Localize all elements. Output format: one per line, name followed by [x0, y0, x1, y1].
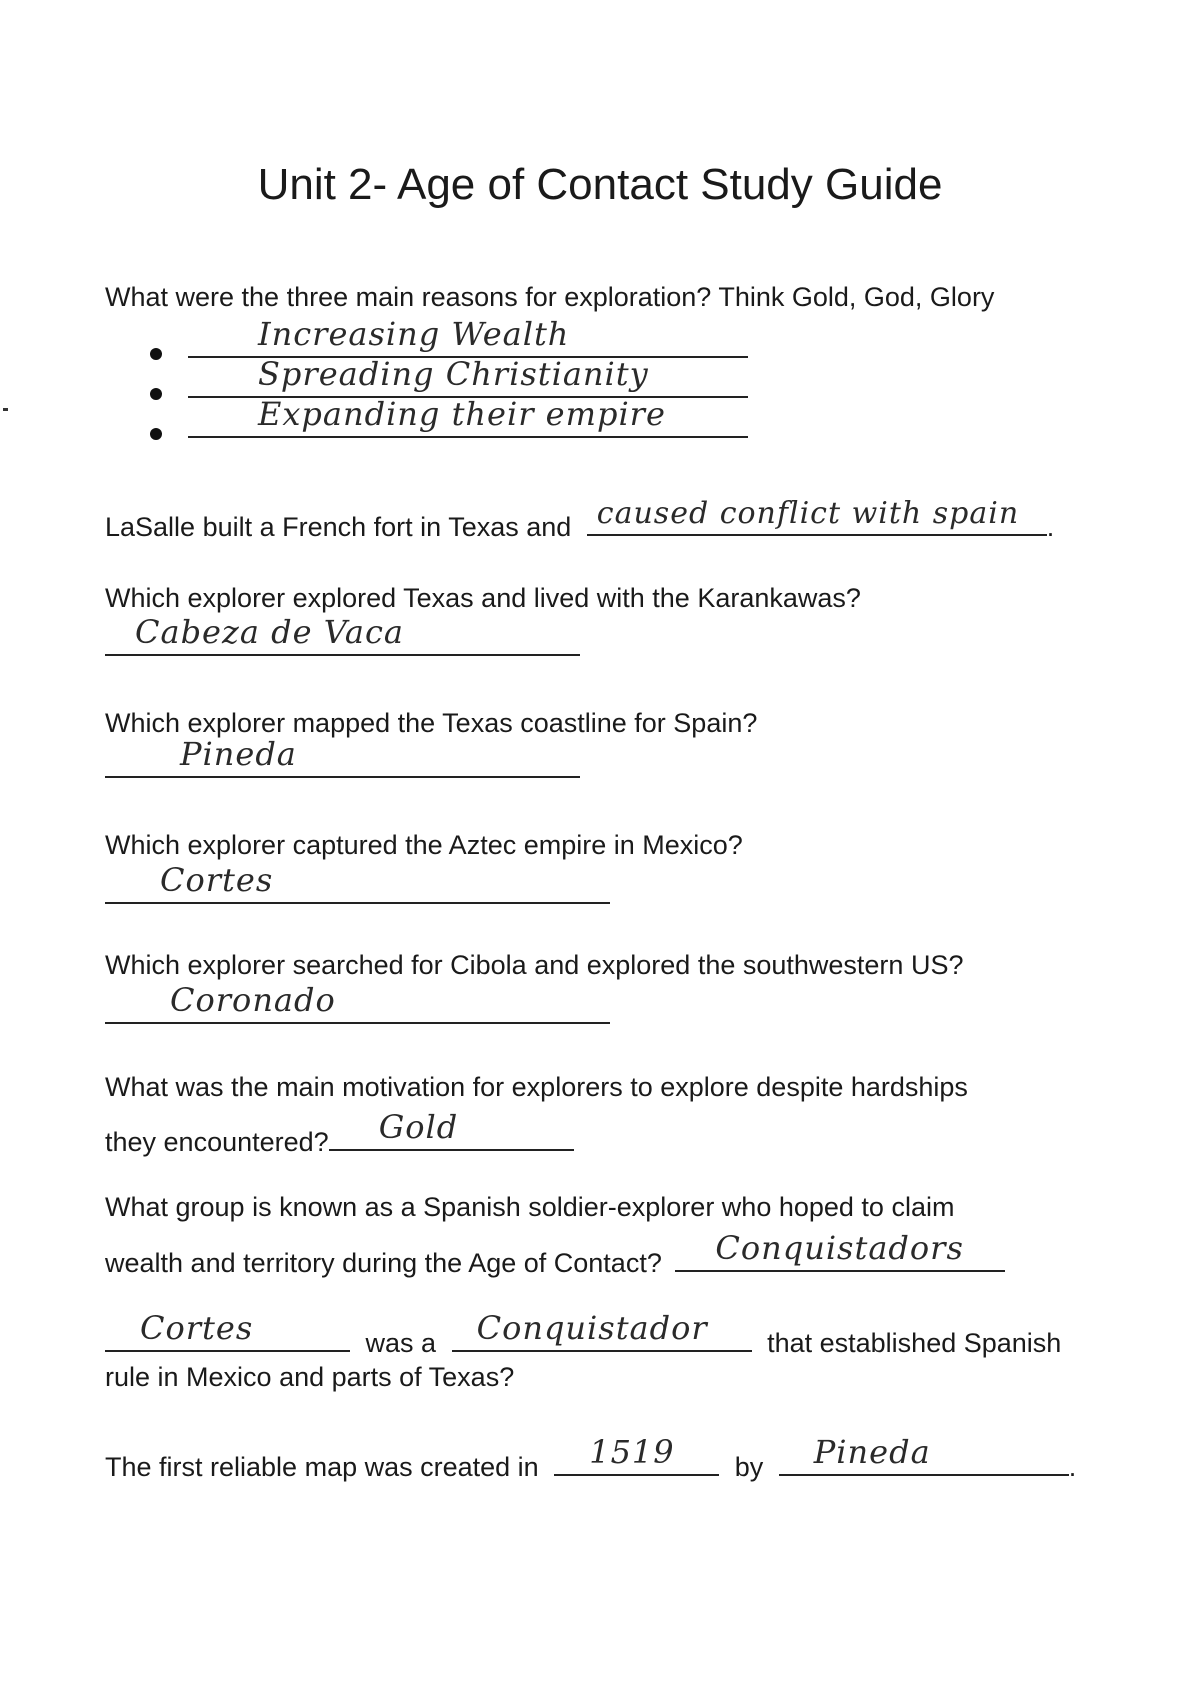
question-9-after: that established Spanish: [767, 1328, 1062, 1358]
answer-9b-blank: [452, 1309, 752, 1352]
answer-6: Coronado: [170, 981, 336, 1019]
answer-9b: Conquistador: [476, 1309, 708, 1347]
question-8-line-2: wealth and territory during the Age of Contact?: [105, 1248, 662, 1278]
answer-7: Gold: [378, 1108, 459, 1146]
answer-5: Cortes: [160, 861, 274, 899]
answer-10a-blank: [554, 1433, 719, 1476]
question-2-period: .: [1046, 512, 1055, 542]
question-2: [105, 496, 1055, 543]
scan-speck: [3, 408, 8, 411]
question-8-line-1: What group is known as a Spanish soldier-explorer who hoped to claim: [105, 1192, 955, 1222]
question-8: [105, 1229, 1005, 1279]
question-10-period: .: [1068, 1452, 1077, 1482]
answer-3: Cabeza de Vaca: [135, 613, 404, 651]
question-10-mid: by: [734, 1452, 764, 1482]
bullet-icon: [150, 348, 162, 360]
answer-10b-blank: [779, 1433, 1069, 1476]
question-9: [105, 1309, 1062, 1359]
answer-1a-blank: [188, 315, 748, 358]
answer-4: Pineda: [180, 735, 297, 773]
answer-2-blank: [587, 496, 1047, 536]
answer-9a-blank: [105, 1309, 350, 1352]
answer-5-blank: [105, 861, 610, 904]
question-5-prompt: Which explorer captured the Aztec empire in Mexico?: [105, 830, 743, 860]
answer-1c: Expanding their empire: [258, 395, 666, 433]
bullet-icon: [150, 388, 162, 400]
answer-2: caused conflict with spain: [596, 496, 1020, 531]
question-10-prompt: The first reliable map was created in: [105, 1452, 539, 1482]
question-7-line-1: What was the main motivation for explorers to explore despite hardships: [105, 1072, 968, 1102]
question-3-prompt: Which explorer explored Texas and lived with the Karankawas?: [105, 583, 861, 613]
answer-3-blank: [105, 613, 580, 656]
answer-8: Conquistadors: [715, 1229, 964, 1267]
answer-1b: Spreading Christianity: [258, 355, 649, 393]
answer-1b-blank: [188, 355, 748, 398]
answer-8-blank: [675, 1229, 1005, 1272]
question-10: [105, 1433, 1077, 1483]
answer-9a: Cortes: [140, 1309, 254, 1347]
question-7-line-2: they encountered?: [105, 1127, 329, 1157]
answer-6-blank: [105, 981, 610, 1024]
question-2-prompt: LaSalle built a French fort in Texas and: [105, 512, 572, 542]
question-9-mid: was a: [365, 1328, 437, 1358]
page-title: Unit 2- Age of Contact Study Guide: [257, 160, 943, 209]
bullet-icon: [150, 428, 162, 440]
answer-10b: Pineda: [813, 1433, 931, 1471]
answer-1a: Increasing Wealth: [258, 315, 570, 353]
question-1-prompt: What were the three main reasons for exploration? Think Gold, God, Glory: [105, 282, 995, 312]
question-6-prompt: Which explorer searched for Cibola and explored the southwestern US?: [105, 950, 964, 980]
answer-7-blank: [329, 1108, 574, 1151]
answer-1c-blank: [188, 395, 748, 438]
answer-4-blank: [105, 735, 580, 778]
answer-10a: 1519: [589, 1433, 675, 1471]
question-7: [105, 1108, 574, 1158]
question-4-prompt: Which explorer mapped the Texas coastline for Spain?: [105, 708, 758, 738]
question-9-line-2: rule in Mexico and parts of Texas?: [105, 1362, 515, 1392]
